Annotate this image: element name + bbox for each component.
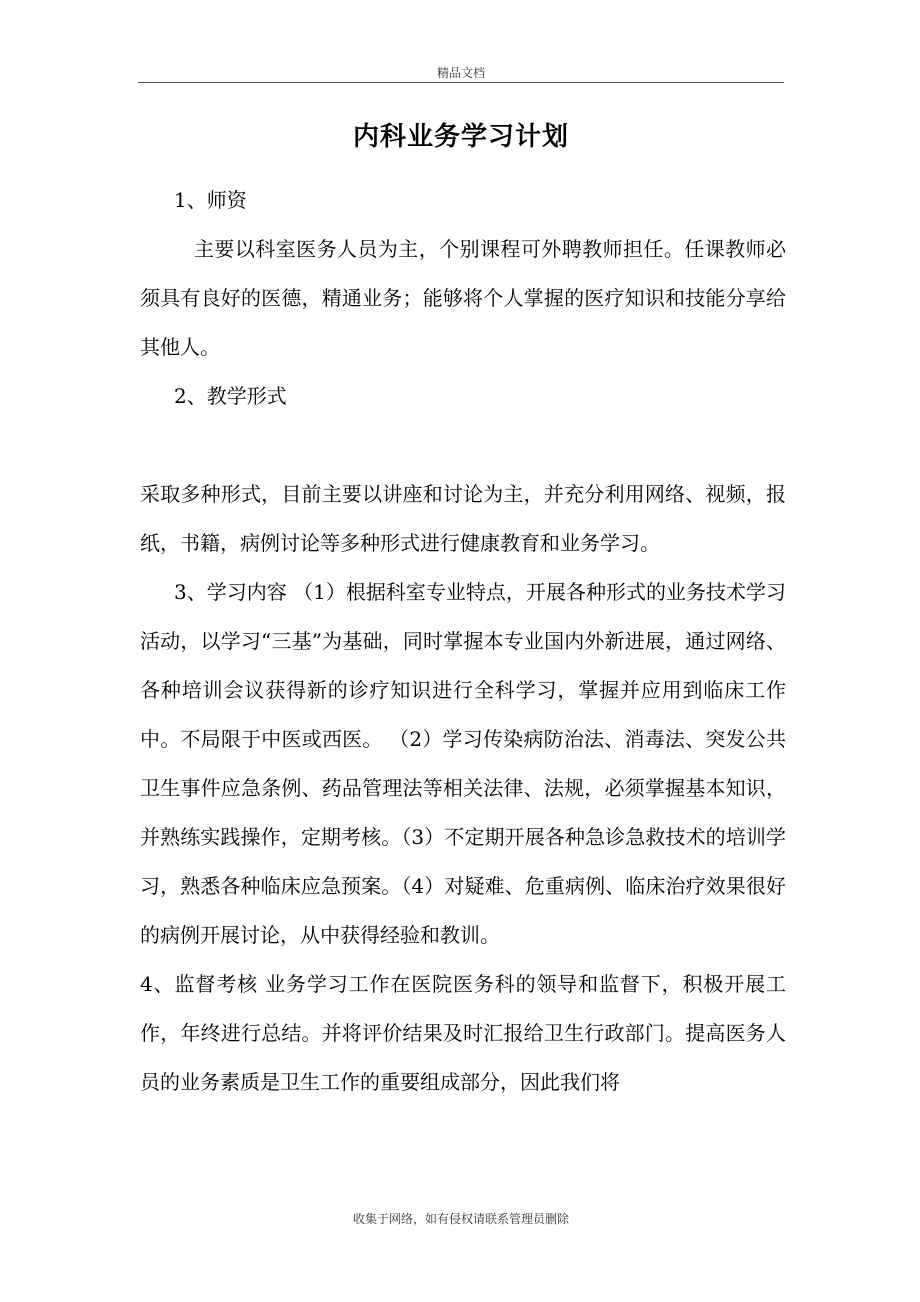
page-header: 精品文档 — [436, 66, 485, 80]
document-title: 内科业务学习计划 — [352, 122, 569, 152]
header-divider — [138, 82, 784, 83]
blank-line — [140, 421, 786, 470]
section-2-heading: 2、教学形式 — [174, 384, 287, 408]
document-body — [140, 176, 786, 1107]
section-1-heading: 1、师资 — [174, 188, 247, 212]
section-3-paragraph: 3、学习内容 （1）根据科室专业特点，开展各种形式的业务技术学习活动，以学习“三基”为基础，同时掌握本专业国内外新进展，通过网络、各种培训会议获得新的诊疗知识进行全科学习，掌握并应用到临床工作中。不局限于中医或西医。 （2）学习传染病防治法、消毒法、突发公共卫生事件应急条例、药品管理法等相关法律、法规，必须掌握基本知识，并熟练实践操作，定期考核。（3）不定期开展各种急诊急救技术的培训学习，熟悉各种临床应急预案。（4）对疑难、危重病例、临床治疗效果很好的病例开展讨论，从中获得经验和教训。 — [140, 580, 786, 947]
section-2-paragraph: 采取多种形式，目前主要以讲座和讨论为主，并充分利用网络、视频，报纸，书籍，病例讨论等多种形式进行健康教育和业务学习。 — [140, 482, 786, 555]
section-1-paragraph: 主要以科室医务人员为主，个别课程可外聘教师担任。任课教师必须具有良好的医德，精通业务；能够将个人掌握的医疗知识和技能分享给其他人。 — [140, 237, 786, 359]
page-footer: 收集于网络，如有侵权请联系管理员删除 — [352, 1212, 569, 1226]
section-4-paragraph: 4、监督考核 业务学习工作在医院医务科的领导和监督下，积极开展工作，年终进行总结。并将评价结果及时汇报给卫生行政部门。提高医务人员的业务素质是卫生工作的重要组成部分，因此我们将 — [140, 972, 786, 1094]
